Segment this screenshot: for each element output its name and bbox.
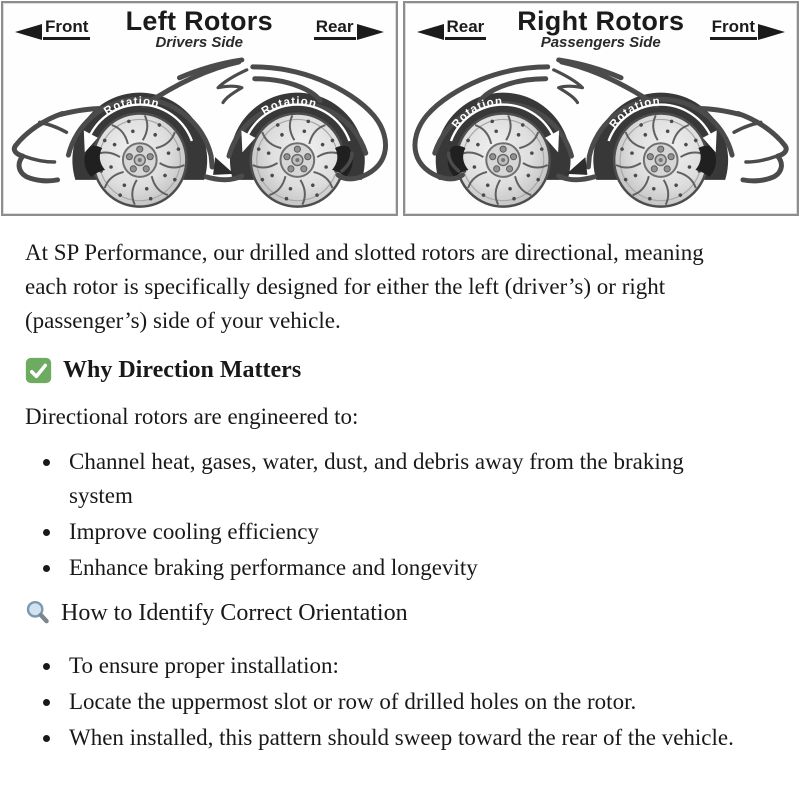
panel-title: Right Rotors <box>517 6 685 36</box>
check-mark-icon <box>25 357 52 384</box>
installation-steps-list <box>25 649 775 755</box>
lead-sentence: Directional rotors are engineered to: <box>25 404 359 429</box>
right-rotors-panel <box>403 1 800 216</box>
list-item: • When installed, this pattern should sweep toward the rear of the vehicle. <box>63 721 743 755</box>
identify-orientation-heading <box>25 597 775 629</box>
panel-title: Left Rotors <box>125 6 273 36</box>
list-item: • To ensure proper installation: <box>63 649 743 683</box>
left-rotors-panel <box>1 1 398 216</box>
left-panel-header <box>3 3 396 53</box>
rotation-label: Rotation <box>607 95 661 131</box>
heading-text: How to Identify Correct Orientation <box>61 600 408 626</box>
rear-label: Rear <box>314 18 356 40</box>
list-item: • Locate the uppermost slot or row of drilled holes on the rotor. <box>63 685 743 719</box>
list-item: • Improve cooling efficiency <box>63 515 743 549</box>
heading-text: Why Direction Matters <box>63 357 302 383</box>
intro-paragraph: At SP Performance, our drilled and slotted rotors are directional, meaning each rotor is specifically designed for either the left (driver’s) or right (passenger’s) side of your vehicle. <box>25 240 704 333</box>
front-label: Front <box>43 18 90 40</box>
list-item: • Enhance braking performance and longevity <box>63 551 743 585</box>
rear-rotor <box>435 93 570 207</box>
right-car-illustration <box>405 54 798 213</box>
panel-subtitle: Drivers Side <box>155 34 244 51</box>
rotation-label: Rotation <box>102 95 161 118</box>
list-item: • Channel heat, gases, water, dust, and debris away from the braking system <box>63 445 743 513</box>
rear-label: Rear <box>445 18 487 40</box>
panel-subtitle: Passengers Side <box>540 34 661 51</box>
car-and-wheels-mirrored <box>414 60 785 207</box>
why-direction-matters-heading <box>25 354 775 386</box>
left-car-illustration <box>3 54 396 213</box>
benefits-list <box>25 445 775 585</box>
rotor-direction-diagram <box>0 0 800 216</box>
rotation-label: Rotation <box>449 95 503 131</box>
right-panel-header <box>405 3 798 53</box>
right-panel-titlebox <box>405 7 798 51</box>
article-body <box>0 236 800 755</box>
front-label: Front <box>710 18 757 40</box>
left-panel-titlebox <box>3 7 396 51</box>
rotation-label: Rotation <box>259 95 319 118</box>
rear-rotor <box>230 93 365 207</box>
magnifying-glass-icon <box>25 600 51 626</box>
car-and-wheels <box>14 60 385 207</box>
